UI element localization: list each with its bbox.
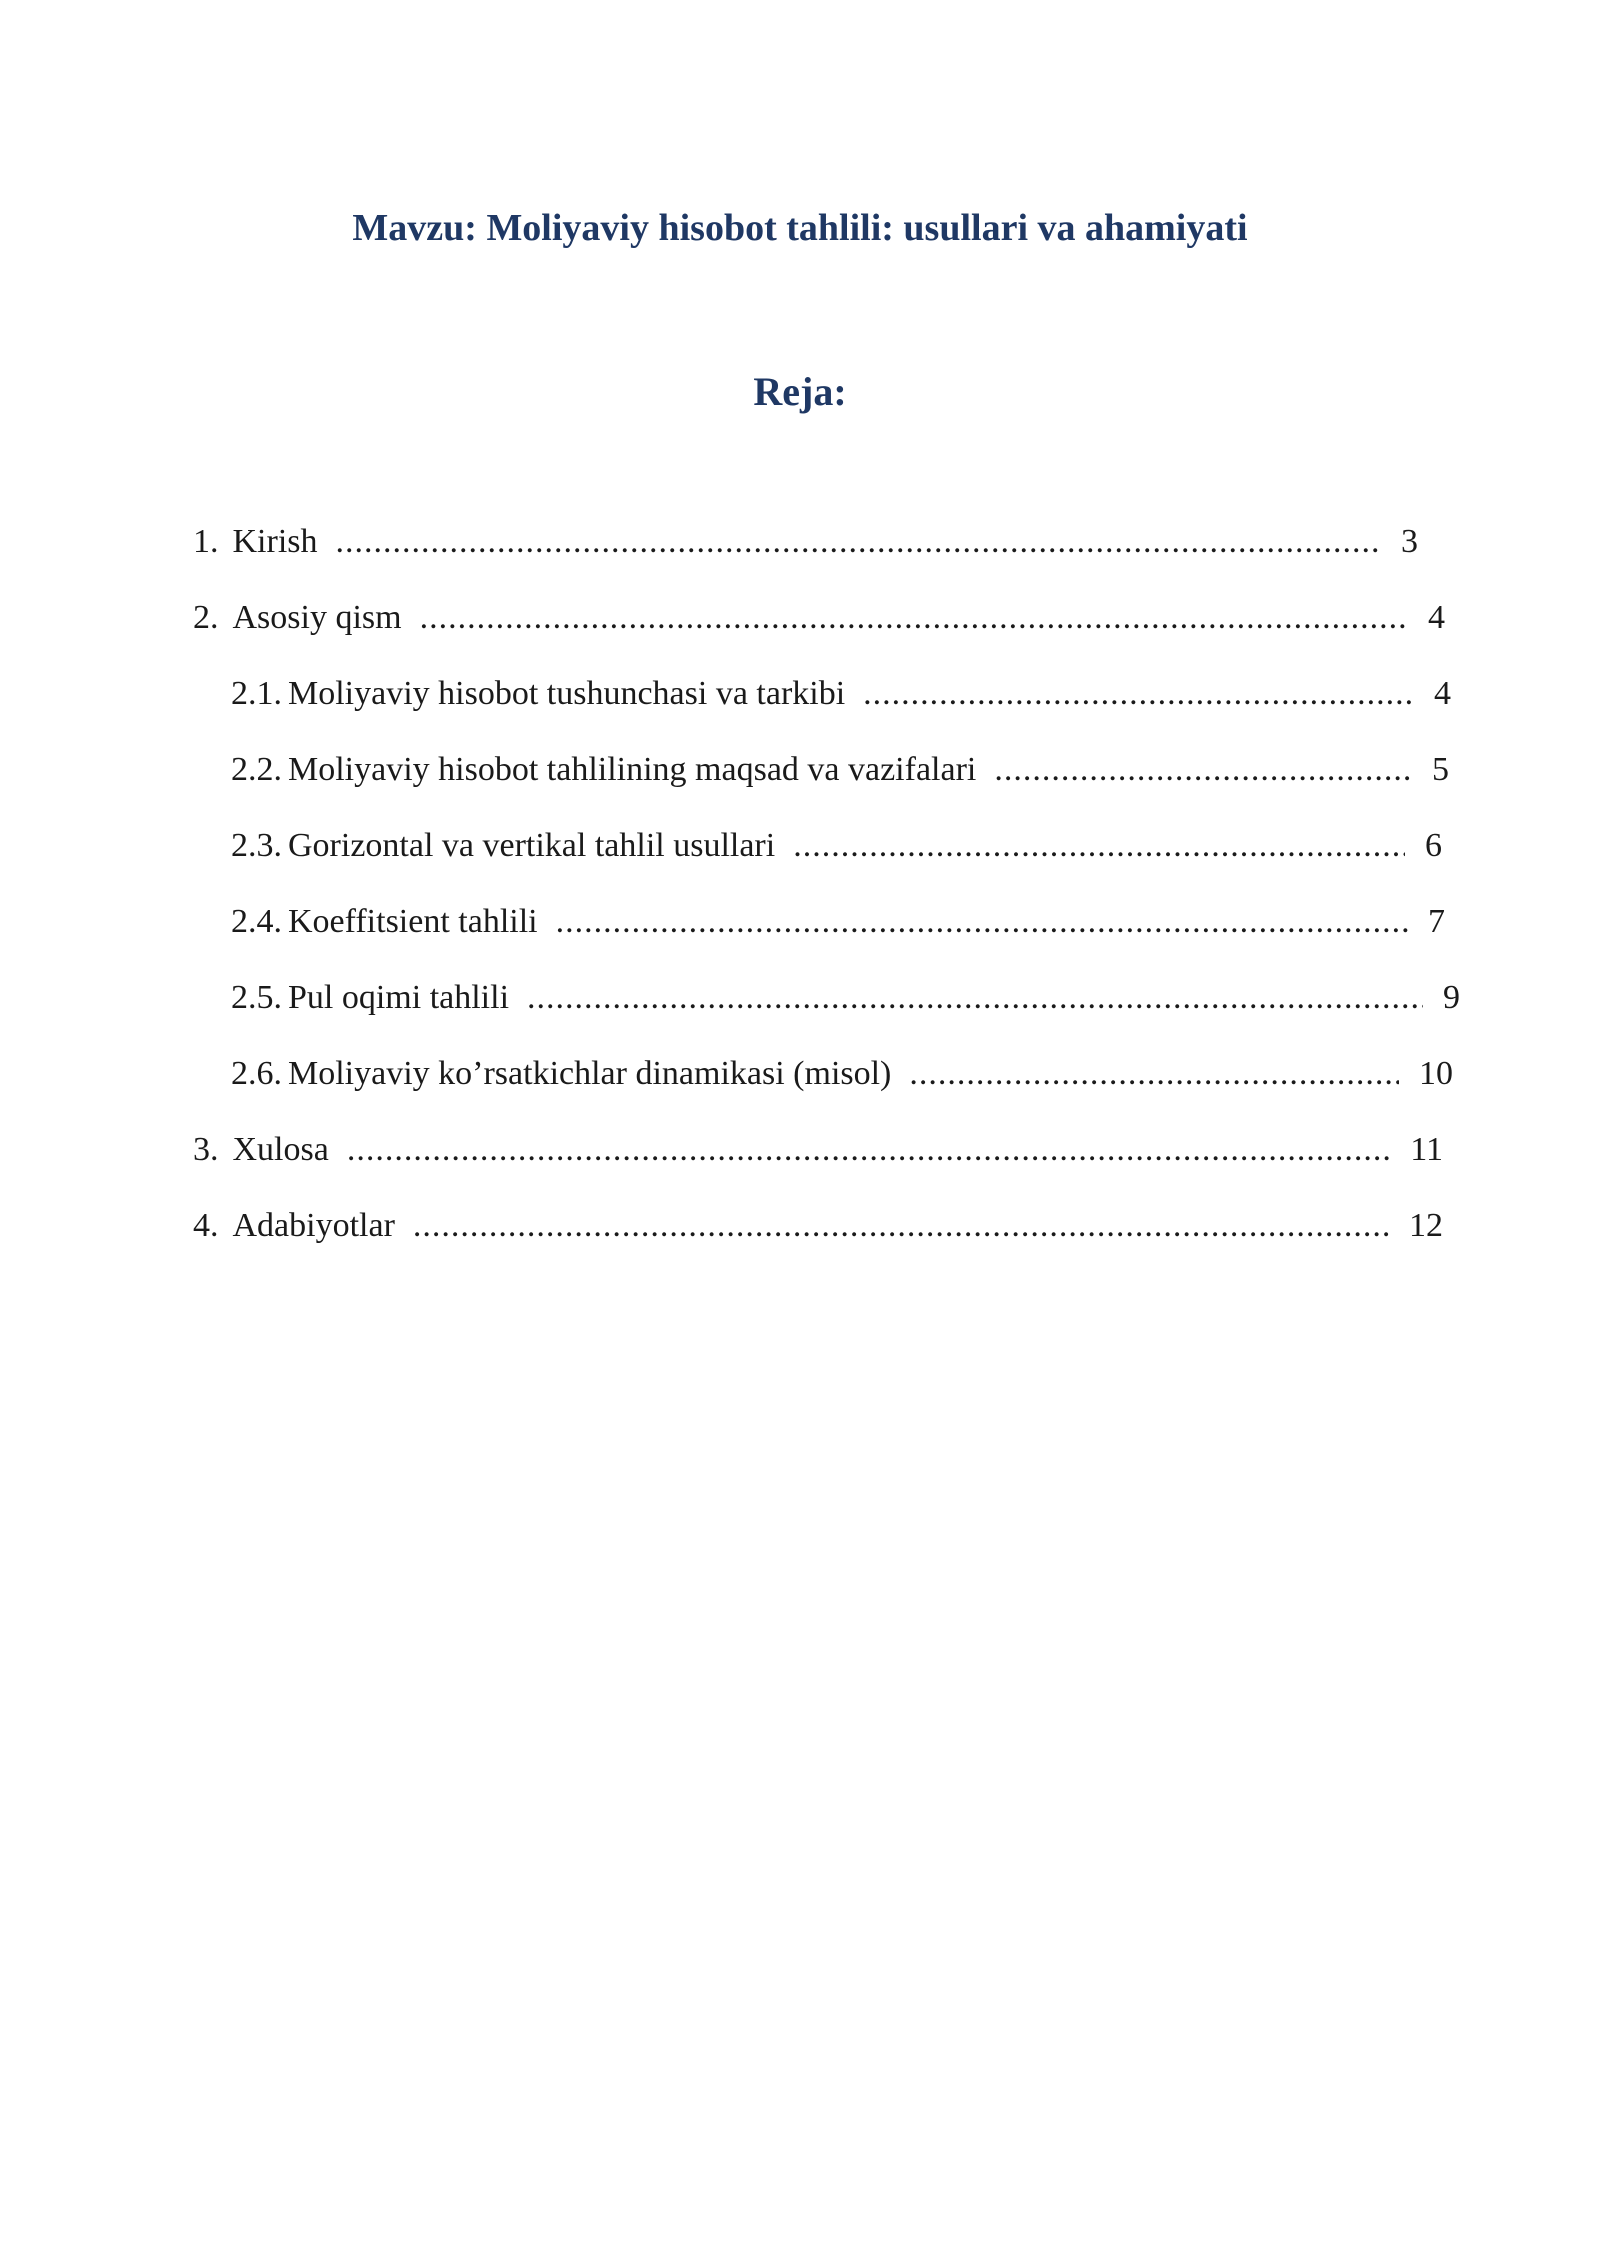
toc-leader-dots: [527, 976, 1423, 1020]
toc-entry-page: 7: [1428, 903, 1445, 940]
toc-leader-dots: [994, 748, 1412, 792]
toc-entry-page: 12: [1409, 1207, 1443, 1244]
toc-entry-page: 6: [1425, 827, 1442, 864]
toc-entry[interactable]: [193, 1128, 1443, 1172]
toc-leader-dots: [347, 1128, 1390, 1172]
toc-entry-page: 11: [1410, 1131, 1443, 1168]
toc-entry-label: Adabiyotlar: [232, 1207, 395, 1244]
toc-entry-label: Asosiy qism: [232, 599, 402, 636]
toc-entry[interactable]: [193, 1204, 1443, 1248]
toc-leader-dots: [556, 900, 1408, 944]
toc-leader-dots: [420, 596, 1408, 640]
toc-leader-dots: [909, 1052, 1399, 1096]
toc-entry-number: 2.4.: [231, 903, 282, 940]
toc-entry[interactable]: [231, 748, 1449, 792]
toc-entry[interactable]: [231, 1052, 1453, 1096]
toc-entry[interactable]: [231, 976, 1460, 1020]
toc-leader-dots: [336, 520, 1382, 564]
toc-entry-number: 2.: [193, 599, 219, 636]
toc-entry-number: 1.: [193, 523, 219, 560]
toc-entry-label: Koeffitsient tahlili: [288, 903, 538, 940]
toc-leader-dots: [793, 824, 1405, 868]
toc-entry-number: 2.5.: [231, 979, 282, 1016]
toc-entry-label: Xulosa: [232, 1131, 329, 1168]
toc-entry-label: Gorizontal va vertikal tahlil usullari: [288, 827, 776, 864]
toc-entry-label: Pul oqimi tahlili: [288, 979, 510, 1016]
document-title: Mavzu: Moliyaviy hisobot tahlili: usullari va ahamiyati: [352, 207, 1248, 249]
toc-entry-label: Moliyaviy hisobot tahlilining maqsad va vazifalari: [288, 751, 977, 788]
toc-entry-page: 4: [1434, 675, 1451, 712]
toc-entry-number: 3.: [193, 1131, 219, 1168]
toc-entry-number: 2.1.: [231, 675, 282, 712]
toc-entry-page: 5: [1432, 751, 1449, 788]
toc-entry-page: 4: [1428, 599, 1445, 636]
toc-entry-label: Moliyaviy hisobot tushunchasi va tarkibi: [288, 675, 846, 712]
toc-entry-number: 2.3.: [231, 827, 282, 864]
toc-entry-number: 2.2.: [231, 751, 282, 788]
toc-entry-label: Moliyaviy ko’rsatkichlar dinamikasi (misol): [288, 1055, 892, 1092]
toc-entry-label: Kirish: [232, 523, 318, 560]
toc-entry-page: 9: [1443, 979, 1460, 1016]
toc-entry[interactable]: [193, 520, 1418, 564]
toc-leader-dots: [863, 672, 1414, 716]
toc-entry[interactable]: [231, 824, 1442, 868]
plan-heading: Reja:: [753, 369, 847, 414]
toc-entry[interactable]: [193, 596, 1445, 640]
toc-entry-page: 3: [1401, 523, 1418, 560]
toc-entry[interactable]: [231, 672, 1451, 716]
toc-leader-dots: [413, 1204, 1389, 1248]
toc-entry-number: 2.6.: [231, 1055, 282, 1092]
toc-entry-number: 4.: [193, 1207, 219, 1244]
toc-entry[interactable]: [231, 900, 1445, 944]
toc-entry-page: 10: [1419, 1055, 1453, 1092]
